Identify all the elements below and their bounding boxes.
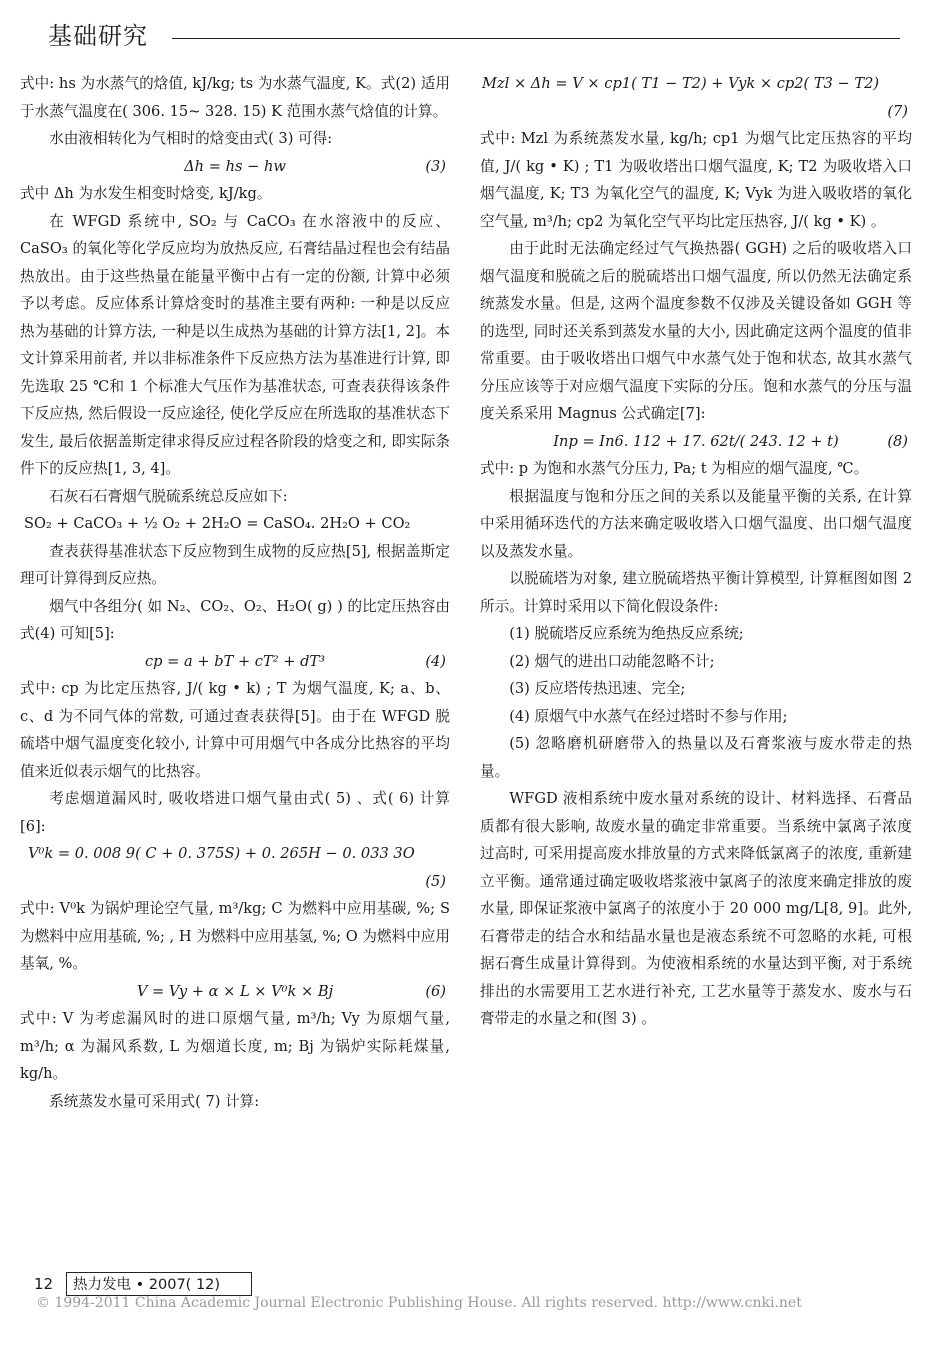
reaction-equation: SO₂ + CaCO₃ + ½ O₂ + 2H₂O = CaSO₄. 2H₂O + CO₂ (24, 515, 411, 532)
paragraph: 式中: p 为饱和水蒸气分压力, Pa; t 为相应的烟气温度, ℃。 (480, 460, 869, 477)
equation-text: V = Vy + α × L × V⁰k × Bj (136, 982, 334, 1000)
list-item: (4) 原烟气中水蒸气在经过塔时不参与作用; (509, 707, 788, 725)
equation-3 (20, 153, 450, 181)
equation-number: (6) (425, 982, 446, 1000)
list-item: (3) 反应塔传热迅速、完全; (509, 680, 686, 697)
list-item: (1) 脱硫塔反应系统为绝热反应系统; (509, 625, 744, 642)
equation-text: cp = a + bT + cT² + dT³ (145, 652, 325, 670)
paragraph: 由于此时无法确定经过气气换热器( GGH) 之后的吸收塔入口烟气温度和脱硫之后的脱硫塔出口烟气温度, 所以仍然无法确定系统蒸发水量。但是, 这两个温度参数不仅涉及关键设备如 GGH 等的选型, 同时还关系到蒸发水量的大小, 因此确定这两个温度的值非常重要。由于吸收塔出口烟气中水蒸气处于饱和状态, 故其水蒸气分压应该等于对应烟气温度下实际的分压。饱和水蒸气的分压与温度关系采用 Magnus 公式确定[7]: (480, 240, 912, 422)
paragraph: 系统蒸发水量可采用式( 7) 计算: (49, 1092, 260, 1110)
copyright-watermark: © 1994-2011 China Academic Journal Electronic Publishing House. All rights reserved. http://www.cnki.net (36, 1295, 802, 1311)
equation-number: (4) (425, 652, 446, 670)
paragraph: 查表获得基准状态下反应物到生成物的反应热[5], 根据盖斯定理可计算得到反应热。 (20, 542, 450, 587)
paragraph: 式中 Δh 为水发生相变时焓变, kJ/kg。 (20, 185, 272, 202)
equation-6 (20, 978, 450, 1006)
paragraph: 水由液相转化为气相时的焓变由式( 3) 可得: (49, 130, 333, 147)
paragraph: 在 WFGD 系统中, SO₂ 与 CaCO₃ 在水溶液中的反应、CaSO₃ 的氧化等化学反应均为放热反应, 石膏结晶过程也会有结晶热放出。由于这些热量在能量平衡中占有一定的份额, 计算中必须予以考虑。反应体系计算焓变时的基准主要有两种: 一种是以反应热为基础的计算方法, 一种是以生成热为基础的计算方法[1, 2]。本文计算采用前者, 并以非标准条件下反应热方法为基准进行计算, 即先选取 25 ℃和 1 个标准大气压作为基准状态, 可查表获得该条件下反应热, 然后假设一反应途径, 使化学反应在所选取的基准状态下发生, 最后依据盖斯定律求得反应过程各阶段的焓变之和, 即实际条件下的反应热[1, 3, 4]。 (20, 212, 450, 477)
right-column (480, 70, 912, 1033)
paragraph: 式中: V⁰k 为锅炉理论空气量, m³/kg; C 为燃料中应用基碳, %; S 为燃料中应用基硫, %; , H 为燃料中应用基氢, %; O 为燃料中应用基氧, %。 (20, 900, 450, 972)
equation-number: (5) (425, 872, 446, 890)
equation-4 (20, 648, 450, 676)
paragraph: 考虑烟道漏风时, 吸收塔进口烟气量由式( 5) 、式( 6) 计算[6]: (20, 790, 450, 835)
page-number: 12 (34, 1275, 54, 1293)
equation-8 (480, 428, 912, 456)
paragraph: WFGD 液相系统中废水量对系统的设计、材料选择、石膏品质都有很大影响, 故废水量的确定非常重要。当系统中氯离子浓度过高时, 可采用提高废水排放量的方式来降低氯离子的浓度, 重新建立平衡。通常通过确定吸收塔浆液中氯离子的浓度来确定排放的废水量, 即保证浆液中氯离子的浓度小于 20 000 mg/L[8, 9]。此外, 石膏带走的结合水和结晶水量也是液态系统不可忽略的水耗, 可根据石膏生成量计算得到。为使液相系统的水量达到平衡, 对于系统排出的水需要用工艺水进行补充, 工艺水量等于蒸发水、废水与石膏带走的水量之和(图 3) 。 (480, 790, 912, 1027)
list-item: (5) 忽略磨机研磨带入的热量以及石膏浆液与废水带走的热量。 (480, 735, 912, 780)
list-item: (2) 烟气的进出口动能忽略不计; (509, 652, 715, 670)
equation-text: Inp = In6. 112 + 17. 62t/( 243. 12 + t) (553, 432, 839, 450)
paragraph: 式中: V 为考虑漏风时的进口原烟气量, m³/h; Vy 为原烟气量, m³/h; α 为漏风系数, L 为烟道长度, m; Bj 为锅炉实际耗煤量, kg/h。 (20, 1010, 450, 1082)
paragraph: 式中: cp 为比定压热容, J/( kg • k) ; T 为烟气温度, K; a、b、c、d 为不同气体的常数, 可通过查表获得[5]。由于在 WFGD 脱硫塔中烟气温度变化较小, 计算中可用烟气中各成分比热容的平均值来近似表示烟气的比热容。 (20, 680, 450, 780)
paragraph: 式中: Mzl 为系统蒸发水量, kg/h; cp1 为烟气比定压热容的平均值, J/( kg • K) ; T1 为吸收塔出口烟气温度, K; T2 为吸收塔入口烟气温度, K; T3 为氧化空气的温度, K; Vyk 为进入吸收塔的氧化空气量, m³/h; cp2 为氧化空气平均比定压热容, J/( kg • K) 。 (480, 130, 912, 230)
section-title: 基础研究 (48, 22, 148, 50)
paragraph: 式中: hs 为水蒸气的焓值, kJ/kg; ts 为水蒸气温度, K。式(2) 适用于水蒸气温度在( 306. 15~ 328. 15) K 范围水蒸气焓值的计算。 (20, 75, 450, 120)
paragraph: 以脱硫塔为对象, 建立脱硫塔热平衡计算模型, 计算框图如图 2 所示。计算时采用以下简化假设条件: (480, 570, 912, 615)
equation-5: V⁰k = 0. 008 9( C + 0. 375S) + 0. 265H − 0. 033 3O (28, 845, 415, 862)
equation-7: Mzl × Δh = V × cp1( T1 − T2) + Vyk × cp2( T3 − T2) (482, 75, 880, 92)
paragraph: 根据温度与饱和分压之间的关系以及能量平衡的关系, 在计算中采用循环迭代的方法来确定吸收塔入口烟气温度、出口烟气温度以及蒸发水量。 (480, 487, 912, 560)
equation-number: (8) (887, 432, 908, 450)
paragraph: 烟气中各组分( 如 N₂、CO₂、O₂、H₂O( g) ) 的比定压热容由式(4) 可知[5]: (20, 597, 450, 642)
paragraph: 石灰石石膏烟气脱硫系统总反应如下: (49, 487, 288, 505)
equation-text: Δh = hs − hw (184, 157, 286, 175)
header-rule (172, 38, 900, 39)
left-column (20, 70, 450, 1115)
equation-number: (7) (887, 102, 908, 120)
journal-label: 热力发电 • 2007( 12) (66, 1272, 252, 1296)
equation-number: (3) (425, 157, 446, 175)
